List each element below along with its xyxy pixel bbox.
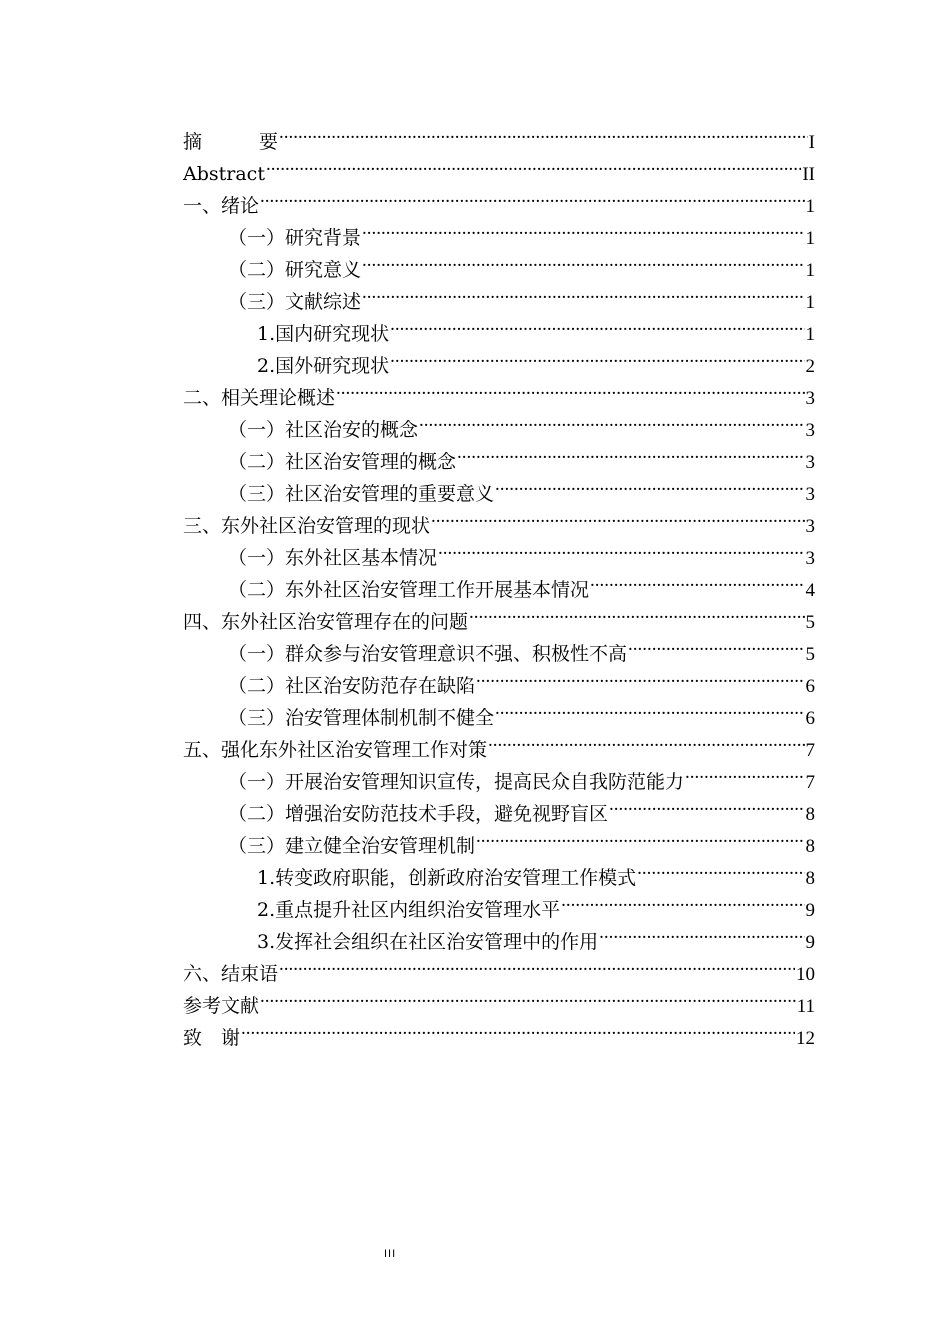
toc-entry-page: 10 xyxy=(796,964,815,985)
toc-entry-page: 1 xyxy=(805,196,815,217)
toc-entry[interactable] xyxy=(183,180,815,217)
toc-entry-title: （二）研究意义 xyxy=(228,259,362,281)
toc-dot-leader xyxy=(431,500,804,532)
toc-dot-leader xyxy=(241,1012,795,1044)
toc-entry-page: 3 xyxy=(805,548,815,569)
table-of-contents xyxy=(183,116,815,1049)
toc-dot-leader xyxy=(266,148,801,180)
toc-entry[interactable] xyxy=(183,148,815,185)
toc-entry-title: （一）东外社区基本情况 xyxy=(228,547,438,569)
toc-entry-page: 11 xyxy=(796,996,815,1017)
toc-entry-page: 1 xyxy=(805,292,815,313)
toc-dot-leader xyxy=(599,916,804,948)
toc-entry-title: （二）增强治安防范技术手段，避免视野盲区 xyxy=(228,803,609,825)
toc-entry-title: 三、东外社区治安管理的现状 xyxy=(183,515,431,537)
toc-dot-leader xyxy=(336,372,804,404)
toc-entry-page: 1 xyxy=(805,228,815,249)
toc-entry-page: 6 xyxy=(805,708,815,729)
toc-entry-page: 1 xyxy=(805,324,815,345)
toc-dot-leader xyxy=(476,820,804,852)
toc-entry-page: 3 xyxy=(805,516,815,537)
toc-entry-title: （一）群众参与治安管理意识不强、积极性不高 xyxy=(228,643,628,665)
toc-entry[interactable] xyxy=(183,116,815,153)
toc-entry-title: 参考文献 xyxy=(183,995,260,1017)
toc-entry-page: I xyxy=(808,132,815,153)
toc-entry-page: 4 xyxy=(805,580,815,601)
toc-entry-title: 摘 要 xyxy=(183,131,279,153)
toc-entry-page: 8 xyxy=(805,804,815,825)
toc-entry-title: 二、相关理论概述 xyxy=(183,387,336,409)
toc-entry-title: 六、结束语 xyxy=(183,963,279,985)
toc-dot-leader xyxy=(457,436,804,468)
toc-entry-title: 1.国内研究现状 xyxy=(257,323,390,345)
toc-entry-page: 6 xyxy=(805,676,815,697)
toc-dot-leader xyxy=(685,756,804,788)
toc-entry-page: 9 xyxy=(805,932,815,953)
toc-entry[interactable] xyxy=(183,1012,815,1049)
toc-dot-leader xyxy=(609,788,804,820)
toc-entry-page: 5 xyxy=(805,644,815,665)
toc-entry-title: （三）文献综述 xyxy=(228,291,362,313)
toc-dot-leader xyxy=(561,884,804,916)
toc-dot-leader xyxy=(590,564,804,596)
toc-entry-title: 2.国外研究现状 xyxy=(257,355,390,377)
toc-entry-title: 2.重点提升社区内组织治安管理水平 xyxy=(257,899,561,921)
toc-dot-leader xyxy=(362,276,804,308)
toc-entry-title: Abstract xyxy=(183,163,265,185)
toc-entry-page: 1 xyxy=(805,260,815,281)
toc-dot-leader xyxy=(495,692,804,724)
toc-entry-title: 致 谢 xyxy=(183,1027,241,1049)
toc-dot-leader xyxy=(419,404,804,436)
toc-entry-page: 8 xyxy=(805,836,815,857)
toc-dot-leader xyxy=(628,628,804,660)
toc-entry-title: （二）社区治安管理的概念 xyxy=(228,451,457,473)
toc-entry-page: 8 xyxy=(805,868,815,889)
toc-entry-title: （三）治安管理体制机制不健全 xyxy=(228,707,495,729)
toc-entry-title: （二）东外社区治安管理工作开展基本情况 xyxy=(228,579,590,601)
toc-dot-leader xyxy=(488,724,804,756)
toc-entry-page: 7 xyxy=(805,740,815,761)
toc-entry-page: 12 xyxy=(796,1028,815,1049)
toc-entry-title: （一）社区治安的概念 xyxy=(228,419,419,441)
toc-entry[interactable] xyxy=(183,212,815,249)
toc-entry-title: （一）研究背景 xyxy=(228,227,362,249)
toc-entry-title: 五、强化东外社区治安管理工作对策 xyxy=(183,739,488,761)
toc-dot-leader xyxy=(279,948,795,980)
toc-dot-leader xyxy=(260,180,804,212)
toc-entry[interactable] xyxy=(183,980,815,1017)
toc-entry-title: 1.转变政府职能，创新政府治安管理工作模式 xyxy=(257,867,637,889)
toc-entry-title: （三）建立健全治安管理机制 xyxy=(228,835,476,857)
page-number: III xyxy=(384,1248,397,1260)
toc-dot-leader xyxy=(476,660,804,692)
toc-entry-page: 3 xyxy=(805,452,815,473)
toc-entry-page: 3 xyxy=(805,420,815,441)
toc-entry-page: 5 xyxy=(805,612,815,633)
toc-entry-title: （一）开展治安管理知识宣传，提高民众自我防范能力 xyxy=(228,771,685,793)
toc-entry-title: 一、绪论 xyxy=(183,195,260,217)
toc-entry-title: （二）社区治安防范存在缺陷 xyxy=(228,675,476,697)
toc-entry-title: 四、东外社区治安管理存在的问题 xyxy=(183,611,469,633)
toc-entry-title: 3.发挥社会组织在社区治安管理中的作用 xyxy=(257,931,599,953)
toc-entry-page: 2 xyxy=(805,356,815,377)
toc-entry-page: 3 xyxy=(805,484,815,505)
toc-entry-page: 3 xyxy=(805,388,815,409)
toc-dot-leader xyxy=(279,116,808,148)
toc-dot-leader xyxy=(260,980,796,1012)
toc-entry-page: 9 xyxy=(805,900,815,921)
toc-entry-page: 7 xyxy=(805,772,815,793)
toc-dot-leader xyxy=(362,212,804,244)
toc-dot-leader xyxy=(390,308,804,340)
toc-dot-leader xyxy=(637,852,804,884)
toc-dot-leader xyxy=(469,596,804,628)
toc-dot-leader xyxy=(390,340,804,372)
toc-dot-leader xyxy=(362,244,804,276)
toc-dot-leader xyxy=(495,468,804,500)
toc-dot-leader xyxy=(438,532,804,564)
toc-entry-page: II xyxy=(802,164,815,185)
toc-entry-title: （三）社区治安管理的重要意义 xyxy=(228,483,495,505)
